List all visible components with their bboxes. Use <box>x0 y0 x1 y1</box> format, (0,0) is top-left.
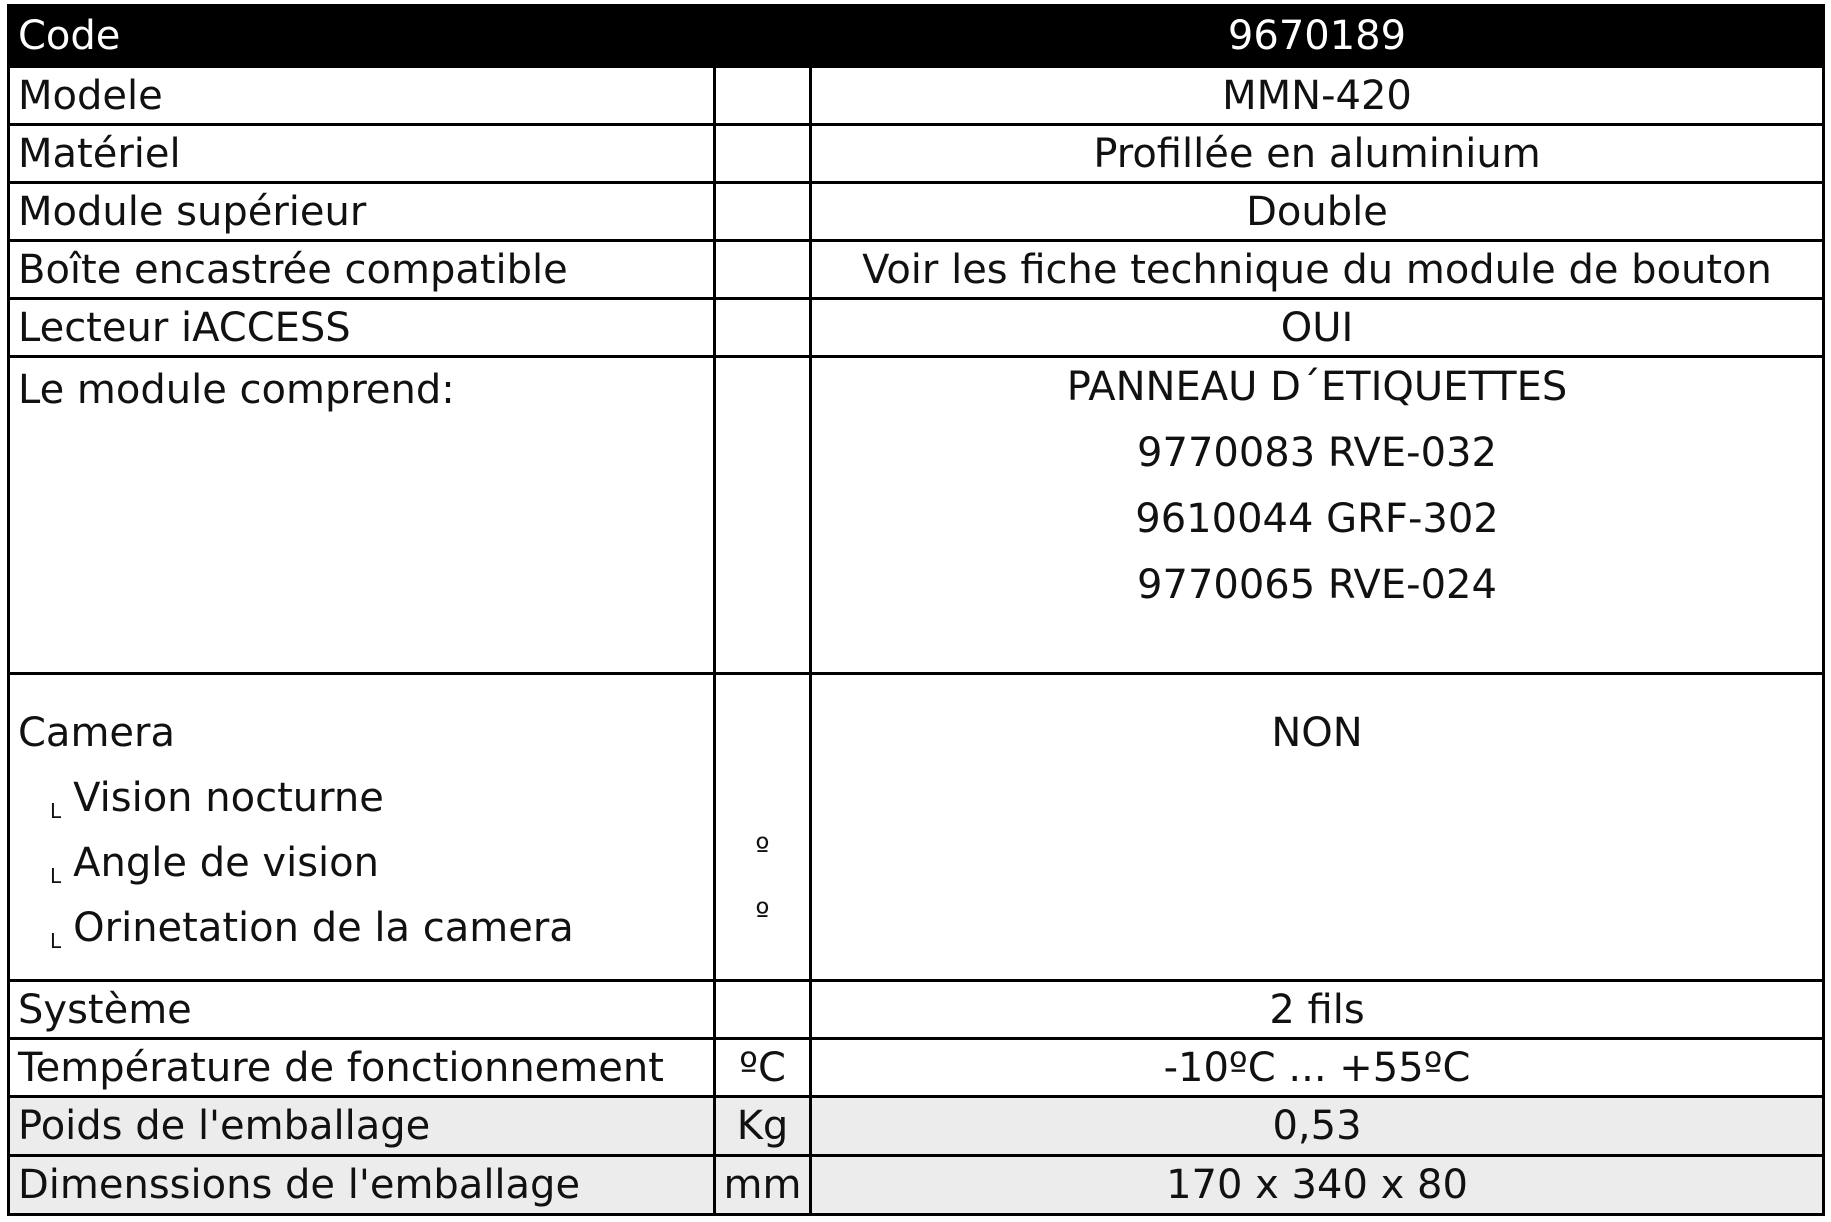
sub-marker: L <box>50 799 62 823</box>
row-unit: ºC <box>716 1040 812 1095</box>
camera-row <box>7 675 1825 982</box>
row-unit <box>716 68 812 123</box>
row-value: MMN-420 <box>1222 72 1412 119</box>
module-item: PANNEAU D´ETIQUETTES <box>1066 364 1568 410</box>
camera-units <box>716 675 812 979</box>
table-row <box>7 1157 1825 1216</box>
table-row <box>7 300 1825 358</box>
spec-table <box>7 4 1825 1216</box>
header-row <box>7 4 1825 68</box>
row-label: Poids de l'emballage <box>10 1098 716 1154</box>
row-value: 170 x 340 x 80 <box>1166 1162 1468 1208</box>
header-code-value: 9670189 <box>1227 13 1407 59</box>
sub-unit: º <box>755 832 770 867</box>
row-unit <box>716 300 812 355</box>
sub-marker: L <box>50 864 62 888</box>
module-contents-row <box>7 358 1825 675</box>
row-value: -10ºC ... +55ºC <box>1163 1044 1471 1091</box>
module-items <box>812 358 1822 672</box>
camera-sub-item <box>18 840 705 908</box>
table-row <box>7 184 1825 242</box>
camera-sub-item <box>18 775 705 843</box>
row-value: Double <box>1246 188 1388 235</box>
row-value: 0,53 <box>1272 1103 1362 1149</box>
row-unit <box>716 982 812 1037</box>
module-item: 9610044 GRF-302 <box>1135 496 1499 542</box>
row-value: Profillée en aluminium <box>1093 130 1541 177</box>
sub-marker: L <box>50 929 62 953</box>
camera-sub-item <box>18 905 705 973</box>
row-unit <box>716 242 812 297</box>
row-value: OUI <box>1280 304 1354 351</box>
row-unit <box>716 126 812 181</box>
table-row <box>7 1040 1825 1098</box>
camera-value: NON <box>1271 710 1363 756</box>
row-unit: mm <box>716 1157 812 1213</box>
camera-label: Camera <box>18 710 175 756</box>
row-label: Système <box>10 982 716 1037</box>
row-label: Modele <box>10 68 716 123</box>
table-row <box>7 242 1825 300</box>
row-unit: Kg <box>716 1098 812 1154</box>
module-item: 9770065 RVE-024 <box>1137 562 1497 608</box>
table-row <box>7 1098 1825 1157</box>
row-unit <box>716 184 812 239</box>
table-row <box>7 126 1825 184</box>
sub-label: Orinetation de la camera <box>73 905 574 951</box>
table-row <box>7 982 1825 1040</box>
row-label: Température de fonctionnement <box>10 1040 716 1095</box>
row-label: Boîte encastrée compatible <box>10 242 716 297</box>
camera-labels <box>10 675 716 979</box>
sub-label: Angle de vision <box>73 840 379 886</box>
sub-unit: º <box>755 897 770 932</box>
sub-label: Vision nocturne <box>73 775 384 821</box>
module-item: 9770083 RVE-032 <box>1137 430 1497 476</box>
header-label: Code <box>18 13 121 59</box>
row-label: Dimenssions de l'emballage <box>10 1157 716 1213</box>
module-label: Le module comprend: <box>10 358 716 672</box>
table-row <box>7 68 1825 126</box>
row-label: Lecteur iACCESS <box>10 300 716 355</box>
row-label: Module supérieur <box>10 184 716 239</box>
module-unit <box>716 358 812 672</box>
row-label: Matériel <box>10 126 716 181</box>
row-value: 2 fils <box>1269 986 1365 1033</box>
row-value: Voir les fiche technique du module de bouton <box>862 246 1772 293</box>
